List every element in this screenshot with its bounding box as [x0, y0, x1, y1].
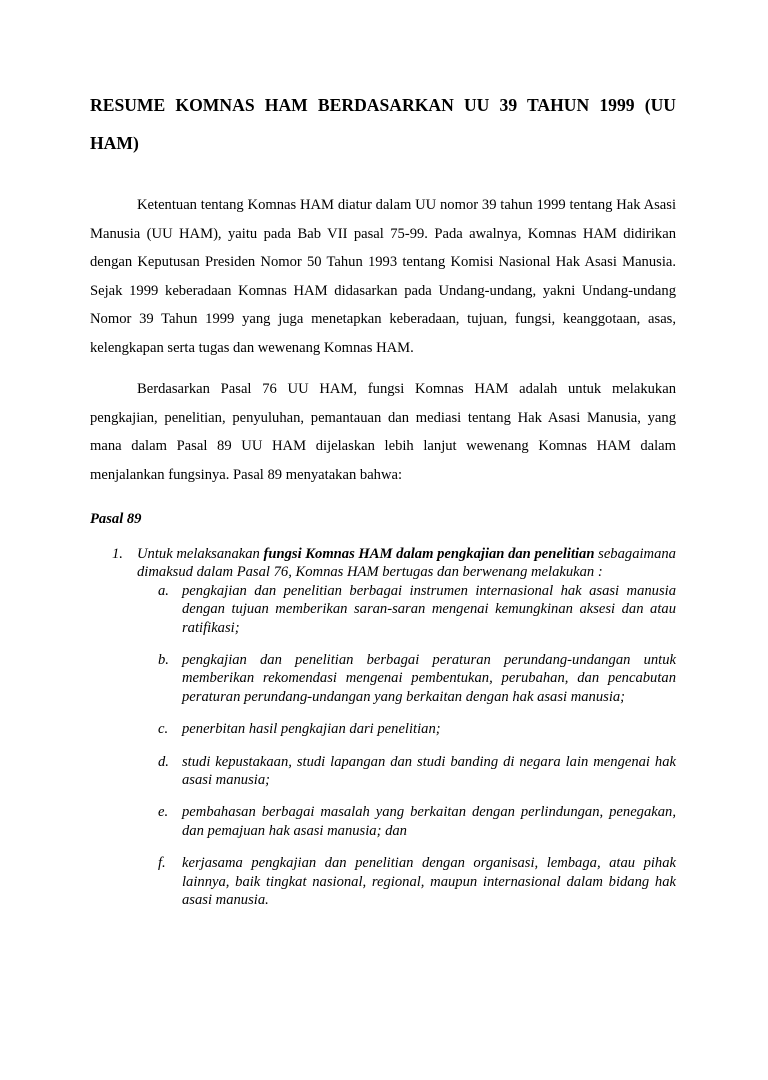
sub-item-letter: c.: [158, 721, 169, 738]
intro-paragraph: Ketentuan tentang Komnas HAM diatur dalam UU nomor 39 tahun 1999 tentang Hak Asasi Manusia (UU HAM), yaitu pada Bab VII pasal 75-99. Pada awalnya, Komnas HAM didirikan dengan Keputusan Presiden Nomor 50 Tahun 1993 tentang Komisi Nasional Hak Asasi Manusia. Sejak 1999 keberadaan Komnas HAM didasarkan pada Undang-undang, yakni Undang-undang Nomor 39 Tahun 1999 yang juga menetapkan keberadaan, tujuan, fungsi, keanggotaan, asas, kelengkapan serta tugas dan wewenang Komnas HAM.: [90, 197, 676, 356]
item-text-before: Untuk melaksanakan: [137, 546, 260, 562]
pasal-list: [90, 545, 676, 910]
sub-item-letter: b.: [158, 652, 169, 669]
document-page: [0, 86, 768, 1080]
sub-list-item: [158, 854, 676, 909]
sub-item-text: penerbitan hasil pengkajian dari penelitian;: [182, 721, 441, 738]
sub-item-text: pengkajian dan penelitian berbagai instrumen internasional hak asasi manusia dengan tujuan memberikan saran-saran mengenai kemungkinan aksesi dan atau ratifikasi;: [182, 582, 676, 636]
sub-list-item: [158, 582, 676, 637]
function-paragraph: Berdasarkan Pasal 76 UU HAM, fungsi Komnas HAM adalah untuk melakukan pengkajian, penelitian, penyuluhan, pemantauan dan mediasi tentang Hak Asasi Manusia, yang mana dalam Pasal 89 UU HAM dijelaskan lebih lanjut wewenang Komnas HAM dalam menjalankan fungsinya. Pasal 89 menyatakan bahwa:: [90, 381, 676, 483]
sub-list-item: [158, 720, 676, 738]
sub-item-text: pengkajian dan penelitian berbagai peraturan perundang-undangan untuk memberikan rekomendasi mengenai pembentukan, perubahan, dan pencabutan peraturan perundang-undangan yang berkaitan dengan hak asasi manusia;: [182, 652, 676, 705]
sub-item-text: studi kepustakaan, studi lapangan dan studi banding di negara lain mengenai hak asasi manusia;: [182, 753, 676, 789]
sub-item-letter: f.: [158, 855, 166, 872]
sub-item-text: kerjasama pengkajian dan penelitian dengan organisasi, lembaga, atau pihak lainnya, baik tingkat nasional, regional, maupun internasional dalam bidang hak asasi manusia.: [182, 855, 676, 909]
list-item: [112, 545, 676, 910]
sub-list: [137, 582, 676, 910]
sub-list-item: [158, 753, 676, 790]
sub-item-letter: a.: [158, 582, 169, 599]
item-text-emphasis: fungsi Komnas HAM dalam pengkajian dan penelitian: [263, 546, 595, 562]
item-number: 1.: [112, 546, 123, 562]
sub-list-item: [158, 651, 676, 706]
sub-item-text: pembahasan berbagai masalah yang berkaitan dengan perlindungan, penegakan, dan pemajuan hak asasi manusia; dan: [182, 804, 676, 839]
document-title: RESUME KOMNAS HAM BERDASARKAN UU 39 TAHUN 1999 (UU HAM): [90, 95, 676, 153]
sub-item-letter: d.: [158, 753, 169, 770]
item-text-after: sebagaimana dimaksud dalam Pasal 76, Komnas HAM bertugas dan berwenang melakukan :: [137, 546, 676, 581]
sub-item-letter: e.: [158, 804, 169, 821]
sub-list-item: [158, 803, 676, 840]
pasal-heading: Pasal 89: [90, 511, 142, 527]
